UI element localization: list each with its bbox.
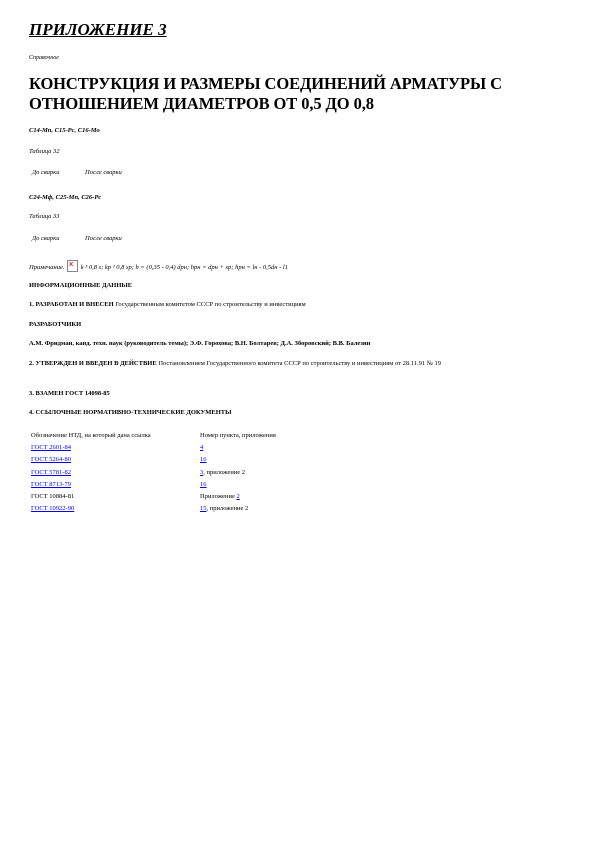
table-row	[29, 469, 276, 481]
item-2	[29, 359, 569, 369]
doc-link[interactable]: ГОСТ 5264-80	[31, 456, 71, 464]
col-after-weld: После сварки	[85, 235, 122, 242]
item-1-text: Государственным комитетом СССР по строительству и инвестициям	[115, 301, 306, 308]
clause-suffix: , приложение 2	[203, 468, 246, 476]
doc-link[interactable]: ГОСТ 2601-84	[31, 444, 71, 452]
clause-suffix: , приложение 2	[206, 505, 249, 513]
table-32-grades: С14-Мп, С15-Рс, С16-Мо	[29, 127, 100, 134]
clause-link[interactable]: 2	[236, 492, 240, 500]
broken-image-icon	[67, 260, 78, 272]
col-after-weld: После сварки	[85, 169, 122, 176]
clause-link[interactable]: 15	[200, 505, 207, 513]
clause-link[interactable]: 3	[200, 468, 204, 476]
item-2-bold: 2. УТВЕРЖДЕН И ВВЕДЕН В ДЕЙСТВИЕ	[29, 360, 157, 367]
table-32-columns	[32, 169, 122, 176]
table-row	[29, 456, 276, 468]
table-row	[29, 505, 276, 517]
col-before-weld: До сварки	[32, 235, 60, 242]
doc-link[interactable]: ГОСТ 10922-90	[31, 505, 75, 513]
developers: А.М. Фридман, канд. техн. наук (руководитель темы); Э.Ф. Горохова; В.Н. Болтарев; Д.А. Зборовский; В.В. Балезин	[29, 340, 371, 347]
table-33-grades: С24-Мф, С25-Мп, С26-Рс	[29, 194, 102, 201]
item-4: 4. ССЫЛОЧНЫЕ НОРМАТИВНО-ТЕХНИЧЕСКИЕ ДОКУМЕНТЫ	[29, 409, 232, 416]
doc-link[interactable]: ГОСТ 5781-82	[31, 468, 71, 476]
appendix-title: ПРИЛОЖЕНИЕ 3	[29, 20, 167, 39]
main-title: КОНСТРУКЦИЯ И РАЗМЕРЫ СОЕДИНЕНИЙ АРМАТУРЫ С ОТНОШЕНИЕМ ДИАМЕТРОВ ОТ 0,5 ДО 0,8	[29, 74, 502, 113]
reference-note: Справочное	[29, 55, 59, 61]
clause-link[interactable]: 4	[200, 444, 204, 452]
table-33-label: Таблица 33	[29, 213, 60, 220]
item-2-text: Постановлением Государственного комитета СССР по строительству и инвестициям от 28.11.91 № 19	[158, 360, 442, 367]
developers-heading: РАЗРАБОТЧИКИ	[29, 321, 82, 328]
note-formula: k ³ 0,8 s; kp ³ 0,8 sp; b = (0,35 - 0,4) dpн; hpн = dpн + sp; hpн = lн - 0,5dн - l1	[80, 264, 288, 271]
item-1-bold: 1. РАЗРАБОТАН И ВНЕСЕН	[29, 301, 114, 308]
clause-link[interactable]: 16	[200, 480, 207, 488]
item-3: 3. ВЗАМЕН ГОСТ 14098-85	[29, 390, 110, 397]
note-prefix: Примечание.	[29, 264, 65, 271]
note	[29, 260, 288, 272]
table-header-row	[29, 432, 276, 444]
header-doc: Обозначение НТД, на который дана ссылка	[31, 432, 151, 439]
doc-text: ГОСТ 10884-81	[31, 492, 75, 500]
doc-link[interactable]: ГОСТ 8713-79	[31, 480, 71, 488]
table-33-columns	[32, 235, 122, 242]
table-row	[29, 493, 276, 505]
clause-link[interactable]: 16	[200, 456, 207, 464]
col-before-weld: До сварки	[32, 169, 60, 176]
table-row	[29, 444, 276, 456]
table-row	[29, 481, 276, 493]
table-32-label: Таблица 32	[29, 148, 60, 155]
item-1	[29, 301, 306, 308]
clause-prefix: Приложение	[200, 492, 237, 500]
info-heading: ИНФОРМАЦИОННЫЕ ДАННЫЕ	[29, 282, 133, 289]
header-clause: Номер пункта, приложения	[200, 432, 276, 439]
references-table	[29, 432, 276, 517]
